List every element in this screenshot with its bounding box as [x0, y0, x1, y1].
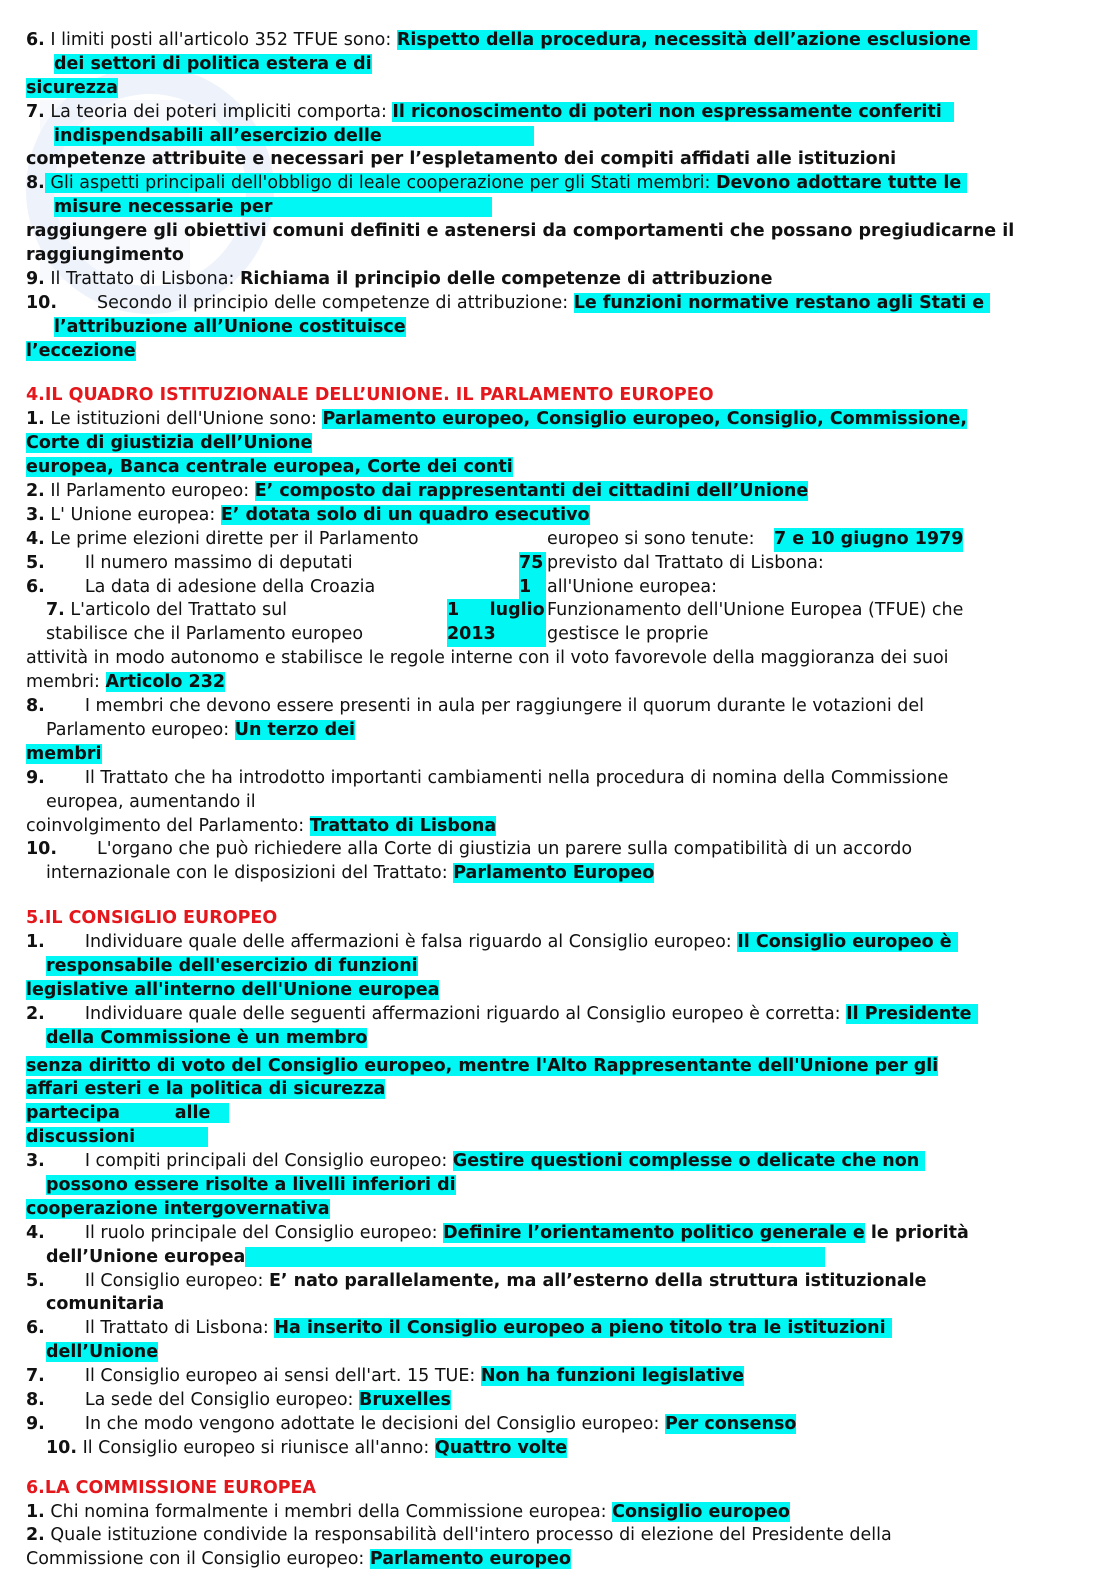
question-line: internazionale con le disposizioni del Trattato: Parlamento Europeo: [46, 863, 655, 884]
answer-line: europea, Banca centrale europea, Corte dei conti: [26, 457, 513, 478]
question-line: 10. Il Consiglio europeo si riunisce all'anno: Quattro volte: [46, 1437, 568, 1458]
question-line: 1. Individuare quale delle affermazioni è falsa riguardo al Consiglio europeo: Il Consiglio europeo è: [26, 932, 958, 953]
document-page: [0, 29, 1116, 1572]
answer-line: Corte di giustizia dell’Unione: [26, 433, 313, 454]
question-line: 7. Il Consiglio europeo ai sensi dell'art. 15 TUE: Non ha funzioni legislative: [26, 1366, 744, 1387]
question-line: membri: Articolo 232: [26, 672, 226, 693]
answer-line: l’attribuzione all’Unione costituisce: [54, 316, 406, 337]
question-line: 3. L' Unione europea: E’ dotata solo di un quadro esecutivo: [26, 504, 590, 525]
answer-line: competenze attribuite e necessari per l’espletamento dei compiti affidati alle istituzioni: [26, 149, 897, 170]
answer-line: raggiungere gli obiettivi comuni definiti e astenersi da comportamenti che possano pregiudicarne il: [26, 221, 1015, 242]
answer-line: membri: [26, 743, 102, 764]
answer-line: dei settori di politica estera e di: [54, 53, 372, 74]
answer-line: misure necessarie per: [54, 197, 492, 218]
answer-line: possono essere risolte a livelli inferiori di: [46, 1174, 456, 1195]
question-line: 2. Il Parlamento europeo: E’ composto dai rappresentanti dei cittadini dell’Unione: [26, 481, 809, 502]
answer-line: sicurezza: [26, 77, 118, 98]
question-line: 8. La sede del Consiglio europeo: Bruxelles: [26, 1389, 451, 1410]
answer-line: legislative all'interno dell'Unione europea: [26, 979, 440, 1000]
answer-line: dell’Unione: [46, 1342, 159, 1363]
question-line: 9. Il Trattato che ha introdotto importanti cambiamenti nella procedura di nomina della Commissione: [26, 767, 949, 788]
answer-line: comunitaria: [46, 1294, 165, 1315]
section-heading: 5.IL CONSIGLIO EUROPEO: [26, 908, 278, 929]
answer-line: cooperazione intergovernativa: [26, 1198, 330, 1219]
question-line: 4. Il ruolo principale del Consiglio europeo: Definire l’orientamento politico generale e le priorità: [26, 1222, 969, 1243]
answer-line: dell’Unione europea: [26, 1246, 1116, 1270]
question-line: 7. La teoria dei poteri impliciti comporta: Il riconoscimento di poteri non espressamente conferiti: [26, 101, 954, 122]
answer-line: partecipa alle: [26, 1103, 229, 1124]
answer-line: l’eccezione: [26, 340, 136, 361]
section-heading: 6.LA COMMISSIONE EUROPEA: [26, 1477, 317, 1498]
question-line: 6. La data di adesione della Croazia 1 all'Unione europea:: [26, 576, 1096, 600]
answer-highlight: Rispetto della procedura, necessità dell’azione esclusione: [396, 30, 977, 50]
question-line: europea, aumentando il: [46, 791, 256, 812]
answer-line: discussioni: [26, 1127, 209, 1148]
question-line: 2. Individuare quale delle seguenti affermazioni riguardo al Consiglio europeo è corretta: Il Presidente: [26, 1003, 978, 1024]
question-line: 8. Gli aspetti principali dell'obbligo di leale cooperazione per gli Stati membri: Devono adottare tutte le: [26, 173, 968, 194]
answer-line: senza diritto di voto del Consiglio europeo, mentre l'Alto Rappresentante dell'Unione per gli: [26, 1055, 939, 1076]
question-line: Commissione con il Consiglio europeo: Parlamento europeo: [26, 1549, 571, 1570]
answer-line: responsabile dell'esercizio di funzioni: [46, 955, 418, 976]
answer-line: indispendsabili all’esercizio delle: [54, 125, 535, 146]
section-heading: 4.IL QUADRO ISTITUZIONALE DELL’UNIONE. IL PARLAMENTO EUROPEO: [26, 385, 714, 406]
question-line: 5. Il Consiglio europeo: E’ nato parallelamente, ma all’esterno della struttura istituzionale: [26, 1270, 927, 1291]
question-line: 10. Secondo il principio delle competenze di attribuzione: Le funzioni normative restano agli Stati e: [26, 292, 991, 313]
question-line: stabilisce che il Parlamento europeo 2013 gestisce le proprie: [26, 623, 1116, 647]
answer-line: della Commissione è un membro: [46, 1027, 368, 1048]
answer-line: affari esteri e la politica di sicurezza: [26, 1079, 386, 1100]
question-line: 8. I membri che devono essere presenti in aula per raggiungere il quorum durante le votazioni del: [26, 696, 924, 717]
question-line: 6. Il Trattato di Lisbona: Ha inserito il Consiglio europeo a pieno titolo tra le istituzioni: [26, 1318, 892, 1339]
question-line: 6. I limiti posti all'articolo 352 TFUE sono: Rispetto della procedura, necessità dell’azione esclusione: [26, 30, 977, 50]
question-line: 10. L'organo che può richiedere alla Corte di giustizia un parere sulla compatibilità di un accordo: [26, 839, 913, 860]
question-line: 1. Le istituzioni dell'Unione sono: Parlamento europeo, Consiglio europeo, Consiglio, Commissione,: [26, 409, 967, 430]
question-line: 5. Il numero massimo di deputati 75 previsto dal Trattato di Lisbona:: [26, 552, 1096, 576]
question-line: Parlamento europeo: Un terzo dei: [46, 719, 356, 740]
answer-line: raggiungimento: [26, 245, 184, 266]
question-line: 9. In che modo vengono adottate le decisioni del Consiglio europeo: Per consenso: [26, 1413, 797, 1434]
question-line: 9. Il Trattato di Lisbona: Richiama il principio delle competenze di attribuzione: [26, 268, 773, 289]
question-line: 1. Chi nomina formalmente i membri della Commissione europea: Consiglio europeo: [26, 1501, 790, 1522]
question-line: 4. Le prime elezioni dirette per il Parlamento europeo si sono tenute: 7 e 10 giugno 1979: [26, 528, 1096, 552]
question-line: coinvolgimento del Parlamento: Trattato di Lisbona: [26, 815, 497, 836]
question-line: 3. I compiti principali del Consiglio europeo: Gestire questioni complesse o delicate che non: [26, 1151, 926, 1172]
question-line: 2. Quale istituzione condivide la responsabilità dell'intero processo di elezione del Presidente della: [26, 1525, 892, 1546]
question-line: attività in modo autonomo e stabilisce le regole interne con il voto favorevole della maggioranza dei suoi: [26, 648, 949, 669]
question-line: 7. L'articolo del Trattato sul 1 luglio Funzionamento dell'Unione Europea (TFUE) che: [26, 599, 1116, 623]
